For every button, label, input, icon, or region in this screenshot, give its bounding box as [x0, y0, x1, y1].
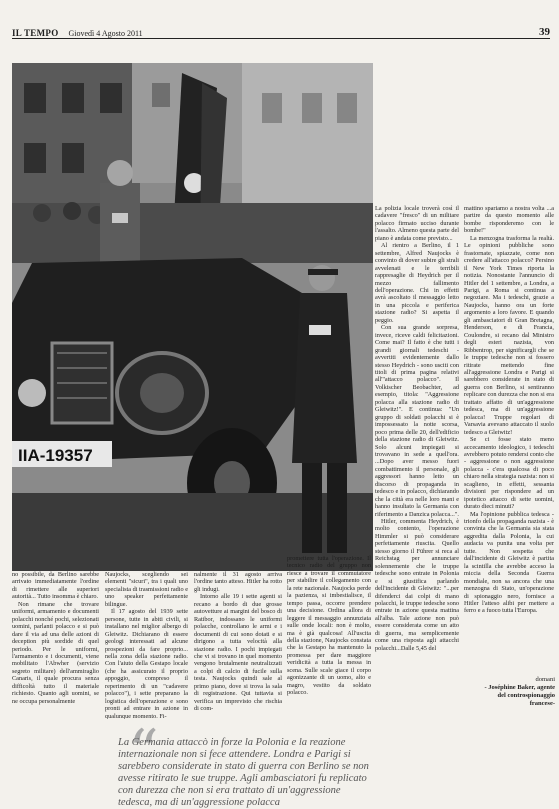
historical-photo: [12, 63, 373, 571]
article-column-3: [194, 571, 282, 719]
page-header: [12, 24, 550, 39]
page-number: 39: [539, 26, 550, 38]
article-column-2: [105, 571, 188, 719]
paragraph: La menzogna trasforma la realtà. Le opinioni pubbliche sono frastornate, spiazzate, come non credere all'attacco polacco? Persino il New York Times riporta la notizia. Nonostante l'annuncio di Hitler del 1 settembre, a Londra, a Parigi, a Roma si continua a negoziare. Ma i tedeschi, grazie a Naujocks, hanno ora un forte argomento a loro favore. E quando gli ambasciatori di Gran Bretagna, Henderson, e di Francia, Coulondre, si recano dal Ministro degli esteri nazista, von Ribbentrop, per significargli che se le truppe tedesche non si fossero ritirate mettendo fine all'aggressione Londra e Parigi si sarebbero considerate in stato di guerra con Berlino, si sentiranno replicare con durezza che non si era trattato affatto di un'aggressione tedesca, ma di un'aggressione polacca! Truppe regolari di Varsavia avevano attaccato il suolo tedesco a Gleiwitz!: [464, 234, 554, 436]
issue-date: Giovedì 4 Agosto 2011: [68, 29, 143, 38]
next-title-3: francese-: [529, 700, 555, 707]
newspaper-brand: IL TEMPO: [12, 28, 59, 38]
paragraph: promettere tutta l'operazione. Il tecnico radio del gruppo non riesce a trovare il commutatore per stabilire il collegamento con la rete nazionale. Naujocks perde la pazienza, si imbestialisce, il tempo passa, occorre prendere una decisione. Ordina allora di leggere il messaggio annunziata sulle onde locali: non è molto, ma è già qualcosa! All'uscita della stazione, Naujocks constata che la Gestapo ha mantenuto la promessa per dare maggiore veridicità a tutta la messa in scena. Sulle scale giace il corpo agonizzante di un uomo, alto e magro, vestito da soldato polacco.: [287, 555, 371, 697]
next-title: - Joséphine Baker, agente: [484, 684, 555, 691]
next-label: domani: [535, 676, 555, 683]
next-title-2: del controspionaggio: [497, 692, 555, 699]
paragraph: Con sua grande sorpresa, invece, riceve caldi felicitazioni. Come mai? Il fatto è che tutti i grandi giornali tedeschi - avvertiti evidentemente dallo stesso Heydrich - sono usciti con titoli di prima pagina relativi all'"attacco polacco". Il Volkischer Beobachter, ad esempio, titola: "Aggressione polacca alla stazione radio di Gleiwitz!". E continua: "Un gruppo di soldati polacchi si è impossessato la notte scorsa, poco prima delle 20, dell'edificio della stazione radio di Gleiwitz. Solo alcuni impiegati si trovavano in sede a quell'ora. ...Dopo aver messo fuori combattimento il personale, gli aggressori hanno letto un discorso di propaganda in tedesco e in polacco, dichiarando che la città era nelle loro mani e hanno insultato la Germania con riferimento a Danzica polacca...".: [375, 324, 459, 518]
paragraph: mattino spariamo a nostra volta ...a partire da questo momento alle bombe risponderemo con le bombe!": [464, 205, 554, 235]
paragraph: Se ci fosse stato meno accecamento ideologico, i tedeschi avrebbero potuto rendersi conto che - aggressione o non aggressione polacca - c'era qualcosa di poco chiaro nella strategia nazista: non si scaglieno, in effetti, sessanta divisioni per rispondere ad un ipotetico attacco di sette uomini, durato dieci minuti?: [464, 436, 554, 511]
paragraph: Intorno alle 19 i sette agenti si recano a bordo di due grosse autovetture ai margini del bosco di Ratibor, indossano le uniformi polacche, controllano le armi e i documenti di cui sono dotati e si dirigono a tutta velocità alla stazione radio. I pochi impiegati che vi si trovano in quel momento vengono brutalmente neutralizzati a colpi di calcio di fucile sulla testa. Naujocks quindi sale al primo piano, dove si trova la sala di registrazione. Qui tuttavia si verifica un imprevisto che rischia di com-: [194, 593, 282, 713]
paragraph: Non rimane che trovare uniformi, armamento e documenti polacchi nonché pochi, selezionati uomini, parlanti polacco e si può dare il via ad una delle azioni di deception più sordide di quel periodo. Per le uniformi, l'armamento e i documenti, viene mobilitato l'Abwher (servizio segreto militare) dell'ammiraglio Canaris, il quale procura senza difficoltà tutto il materiale richiesto. Quanto agli uomini, se ne occupa personalmente: [12, 600, 99, 705]
article-column-4: [287, 555, 371, 719]
paragraph: Naujocks, scegliendo sei elementi "sicuri", tra i quali uno specialista di trasmissioni radio e uno speaker perfettamente bilingue.: [105, 571, 188, 608]
article-column-1: [12, 571, 99, 719]
paragraph: Ma l'opinione pubblica tedesca - trionfo della propaganda nazista - è convinta che la Germania sia stata aggredita dalla Polonia, la cui audacia va punita una volta per tutte. Non sospetta che dall'incidente di Gleiwitz è partita la scintilla che avrebbe acceso la miccia della Seconda Guerra mondiale, non sa ancora che una menzogna di Stato, un'operazione di spionaggio nero, fornisce a Hitler l'atteso alibi per mettere a ferro e a fuoco tutta l'Europa.: [464, 510, 554, 615]
paragraph: no possibile, da Berlino sarebbe arrivato immediatamente l'ordine di rimettere alle superiori autorità... Tutto insomma è chiaro.: [12, 571, 99, 601]
paragraph: nalmente il 31 agosto arriva l'ordine tanto atteso. Hitler ha rotto gli indugi.: [194, 571, 282, 593]
article-column-5: [375, 205, 459, 735]
license-plate: IIA-19357: [18, 446, 93, 465]
paragraph: Al rientro a Berlino, il 1 settembre, Alfred Naujocks è convinto di dover subire gli strali avvelenati e le terribili rappresaglie di Heydrich per il mezzo fallimento dell'operazione. Chi in effetti avrà ascoltato il messaggio letto in una piccola e periferica stazione radio? Si aspetta il peggio.: [375, 242, 459, 324]
photo-image: [12, 63, 373, 571]
quote-mark-icon: “: [128, 717, 159, 787]
next-episode-note: [465, 676, 555, 708]
paragraph: Hitler, commenta Heydrich, è molto contento, l'operazione Himmler si può considerare perfettamente riuscita. Quello stesso giorno il Führer si reca al Reichstag per annunciare solennemente che le truppe tedesche sono entrate in Polonia e si giustifica parlando dell'incidente di Gleiwitz: "...per difenderci dai colpi di mano polacchi, le truppe tedesche sono entrate in azione questa mattina all'alba. Tale azione non può essere considerata come un atto di guerra, ma semplicemente come una risposta agli attacchi polacchi...Dalle 5,45 del: [375, 518, 459, 652]
pull-quote: La Germania attaccò in forze la Polonia e la reazione internazionale non si fece attendere. Londra e Parigi si sarebbero considerate in stato di guerra con Berlino se non avesse ritirato le sue truppe. Agli ambasciatori fu replicato con durezza che non si era trattato di un'aggressione tedesca, ma di un'aggressione polacca: [118, 737, 369, 808]
paragraph: La polizia locale troverà così il cadavere "fresco" di un militare polacco firmato ucciso durante l'assalto. Almeno questa parte del piano è andata come previsto...: [375, 205, 459, 242]
paragraph: Il 17 agosto del 1939 sette persone, tutte in abiti civili, si installano nel miglior albergo di Gleiwitz. Dichiarano di essere geologi interessati ad alcune prospezioni da fare proprio... nella zona della stazione radio. Con l'aiuto della Gestapo locale (che ha assicurato il proprio appoggio, compreso il reperimento di un "cadavere polacco"), i sette preparano la logistica dell'operazione e sono pronti ad entrare in azione in qualunque momento. Fi-: [105, 608, 188, 719]
article-column-6: [464, 205, 554, 675]
